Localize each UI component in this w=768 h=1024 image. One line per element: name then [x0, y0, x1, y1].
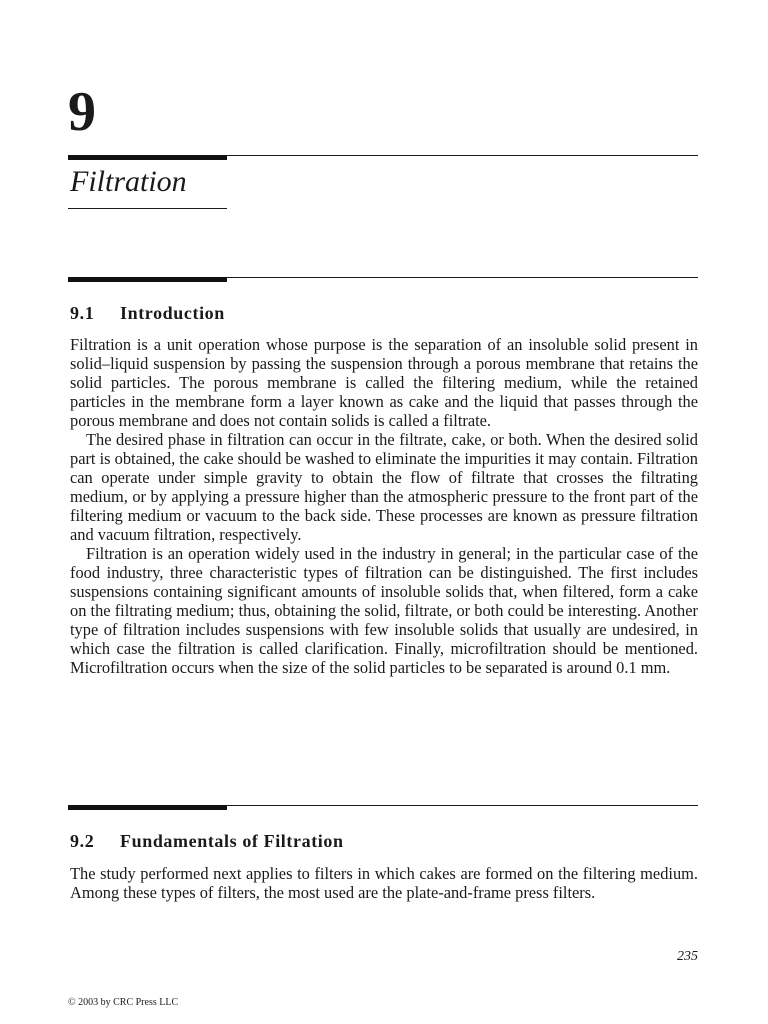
- paragraph: Filtration is a unit operation whose purpose is the separation of an insoluble solid present in solid–liquid suspension by passing the suspension through a porous membrane that retains the solid particles. The porous membrane is called the filtering medium, while the retained particles in the membrane form a layer known as cake and the liquid that passes through the porous membrane and does not contain solids is called a filtrate.: [70, 335, 698, 430]
- section-rule-thin: [227, 277, 698, 278]
- chapter-number: 9: [68, 81, 96, 143]
- paragraph: The study performed next applies to filters in which cakes are formed on the filtering medium. Among these types of filters, the most used are the plate-and-frame press filters.: [70, 864, 698, 902]
- copyright-notice: © 2003 by CRC Press LLC: [68, 997, 179, 1008]
- section-title: Fundamentals of Filtration: [120, 831, 344, 851]
- chapter-rule-thick: [68, 155, 227, 160]
- section-body-fundamentals: [70, 864, 698, 902]
- chapter-rule-thin: [227, 155, 698, 156]
- section-heading-fundamentals: [70, 831, 344, 852]
- paragraph: The desired phase in filtration can occur in the filtrate, cake, or both. When the desired solid part is obtained, the cake should be washed to eliminate the impurities it may contain. Filtration can operate under simple gravity to obtain the flow of filtrate that crosses the filtrating medium, or by applying a pressure higher than the atmospheric pressure to the front part of the filtering medium or vacuum to the back side. These processes are known as pressure filtration and vacuum filtration, respectively.: [70, 430, 698, 544]
- chapter-title: Filtration: [70, 165, 187, 198]
- section-number: 9.1: [70, 303, 95, 323]
- paragraph: Filtration is an operation widely used in the industry in general; in the particular case of the food industry, three characteristic types of filtration can be distinguished. The first includes suspensions containing significant amounts of insoluble solids that, when filtered, form a cake on the filtrating medium; thus, obtaining the solid, filtrate, or both could be interesting. Another type of filtration includes suspensions with few insoluble solids that usually are undesired, in which case the filtration is called clarification. Finally, microfiltration should be mentioned. Microfiltration occurs when the size of the solid particles to be separated is around 0.1 mm.: [70, 544, 698, 677]
- section-rule-thin: [227, 805, 698, 806]
- section-rule-thick: [68, 277, 227, 282]
- chapter-title-underline: [68, 208, 227, 209]
- section-rule-thick: [68, 805, 227, 810]
- section-title: Introduction: [120, 303, 225, 323]
- page-number: 235: [677, 949, 698, 964]
- section-number: 9.2: [70, 831, 95, 851]
- section-body-introduction: [70, 335, 698, 677]
- section-heading-introduction: [70, 303, 225, 324]
